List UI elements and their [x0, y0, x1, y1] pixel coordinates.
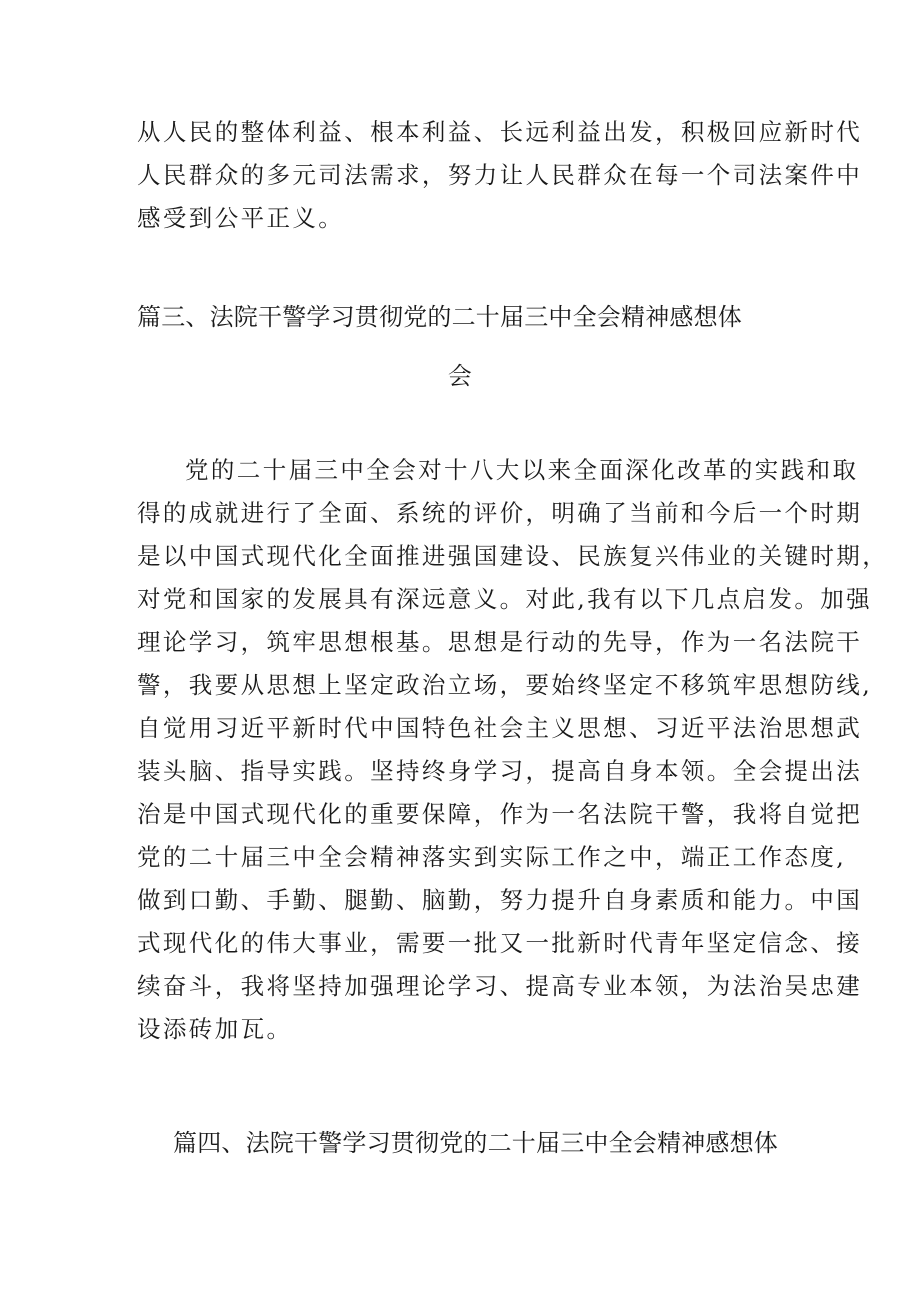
paragraph-line: 得的成就进行了全面、系统的评价，明确了当前和今后一个时期: [137, 499, 863, 527]
paragraph-line: 从人民的整体利益、根本利益、长远利益出发，积极回应新时代: [137, 118, 863, 146]
paragraph-line: 设添砖加瓦。: [137, 1015, 293, 1043]
paragraph-line: 装头脑、指导实践。坚持终身学习，提高自身本领。全会提出法: [137, 757, 863, 785]
paragraph-line: 自觉用习近平新时代中国特色社会主义思想、习近平法治思想武: [137, 714, 863, 742]
heading-line: 篇四、法院干警学习贯彻党的二十届三中全会精神感想体: [173, 1129, 778, 1157]
paragraph-line: 是以中国式现代化全面推进强国建设、民族复兴伟业的关键时期，: [137, 542, 889, 570]
paragraph-line: 感受到公平正义。: [137, 204, 345, 232]
paragraph-line: 治是中国式现代化的重要保障，作为一名法院干警，我将自觉把: [137, 800, 863, 828]
paragraph-line: 式现代化的伟大事业，需要一批又一批新时代青年坚定信念、接: [137, 929, 863, 957]
paragraph-line: 对党和国家的发展具有深远意义。对此,我有以下几点启发。加强: [137, 585, 873, 613]
paragraph-line: 理论学习，筑牢思想根基。思想是行动的先导，作为一名法院干: [137, 628, 863, 656]
paragraph-line: 做到口勤、手勤、腿勤、脑勤，努力提升自身素质和能力。中国: [137, 886, 863, 914]
heading-line: 会: [447, 362, 473, 390]
paragraph-line: 党的二十届三中全会对十八大以来全面深化改革的实践和取: [185, 456, 859, 484]
paragraph-line: 人民群众的多元司法需求，努力让人民群众在每一个司法案件中: [137, 161, 863, 189]
paragraph-line: 警，我要从思想上坚定政治立场，要始终坚定不移筑牢思想防线,: [137, 671, 873, 699]
paragraph-line: 续奋斗，我将坚持加强理论学习、提高专业本领，为法治吴忠建: [137, 972, 863, 1000]
heading-line: 篇三、法院干警学习贯彻党的二十届三中全会精神感想体: [137, 303, 742, 331]
paragraph-line: 党的二十届三中全会精神落实到实际工作之中，端正工作态度,: [137, 843, 847, 871]
